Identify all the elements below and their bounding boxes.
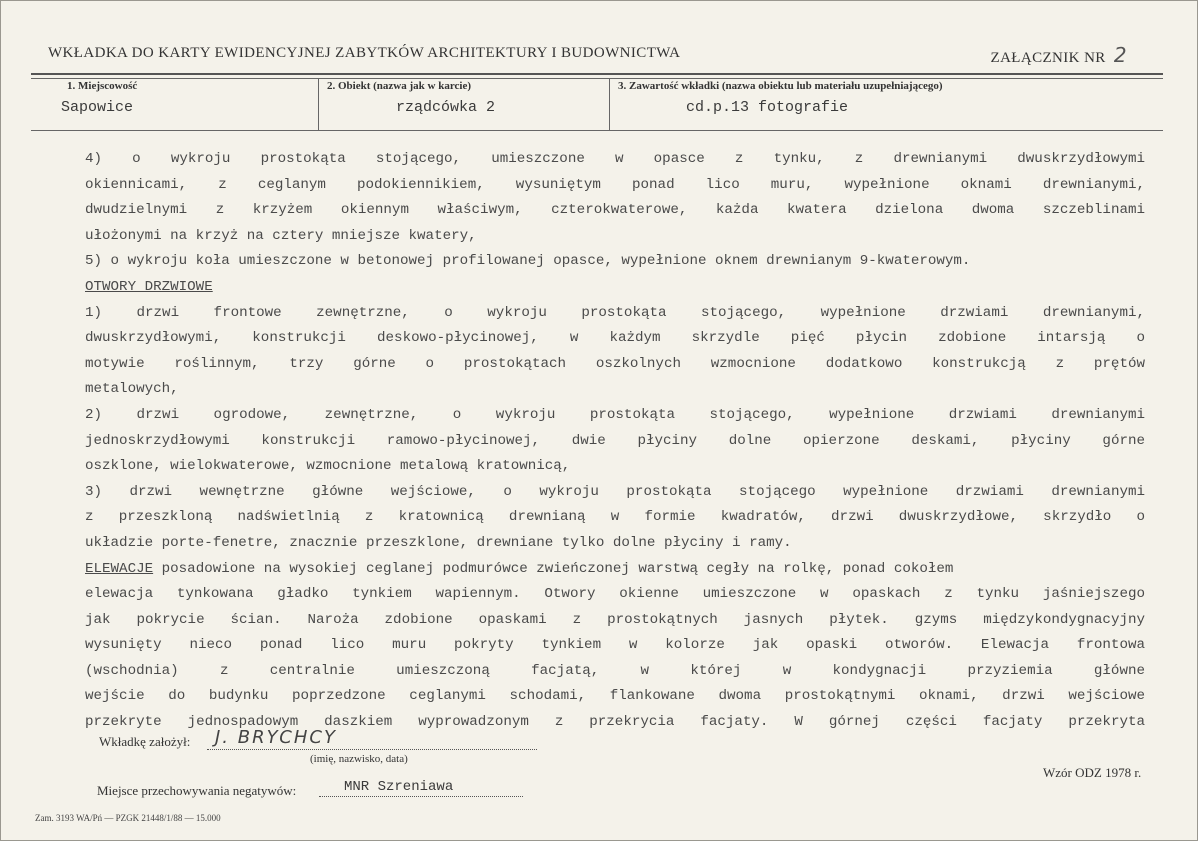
annex-number: 2 xyxy=(1113,43,1127,67)
text-line: oszklone, wielokwaterowe, wzmocnione metalową kratownicą, xyxy=(85,458,571,475)
author-hint: (imię, nazwisko, data) xyxy=(310,753,408,765)
text-line: dwudzielnymi z krzyżem okiennym właściwym, czterokwaterowe, każda kwatera dzielona dwoma szczeblinami xyxy=(85,202,1145,219)
place-value: Sapowice xyxy=(61,99,134,116)
text-line: jak pokrycie ścian. Naroża zdobione opaskami z prostokątnych jasnych płytek. gzyms międzykondygnacyjny xyxy=(85,611,1145,628)
section-heading-elevations: ELEWACJE xyxy=(85,560,154,577)
text-line: (wschodnia) z centralnie umieszczoną facjatą, w której w kondygnacji przyziemia główne xyxy=(85,662,1145,679)
negatives-value: MNR Szreniawa xyxy=(344,779,454,795)
form-model: Wzór ODZ 1978 r. xyxy=(1043,765,1142,780)
text-line: z przeszkloną nadświetlnią z kratownicą drewnianą w formie kwadratów, drzwi dwuskrzydłowe, skrzydło o xyxy=(85,509,1145,526)
annex-label-text: ZAŁĄCZNIK NR xyxy=(990,50,1106,66)
field-divider xyxy=(609,78,610,130)
text-line: okiennicami, z ceglanym podokiennikiem, wysuniętym ponad lico muru, wypełnione oknami drewnianymi, xyxy=(85,176,1145,193)
author-line xyxy=(207,749,537,750)
author-label: Wkładkę założył: xyxy=(99,734,191,749)
section-heading-doors: OTWORY DRZWIOWE xyxy=(85,278,213,295)
text-line: 2) drzwi ogrodowe, zewnętrzne, o wykroju prostokąta stojącego, wypełnione drzwiami drewnianymi xyxy=(85,406,1145,423)
text-line: przekryte jednospadowym daszkiem wyprowadzonym z przekrycia facjaty. W górnej części facjaty przekryta xyxy=(85,714,1145,731)
text-line: dwuskrzydłowymi, konstrukcji deskowo-płycinowej, w każdym skrzydle pięć płycin zdobione intarsją o xyxy=(85,330,1145,347)
negatives-line xyxy=(319,796,523,797)
annex-label xyxy=(991,43,1128,67)
contents-value: cd.p.13 fotografie xyxy=(686,99,849,116)
text-line: jednoskrzydłowymi konstrukcji ramowo-płycinowej, dwie płyciny dolne opierzone deskami, płyciny górne xyxy=(85,432,1145,449)
header-rule xyxy=(31,73,1163,75)
text-line: elewacja tynkowana gładko tynkiem wapiennym. Otwory okienne umieszczone w opaskach z tynku jaśniejszego xyxy=(85,586,1145,603)
text-line: ułożonymi na krzyż na cztery mniejsze kwatery, xyxy=(85,227,477,244)
text-line: 4) o wykroju prostokąta stojącego, umieszczone w opasce z tynku, z drewnianymi dwuskrzydłowymi xyxy=(85,151,1145,167)
place-label: 1. Miejscowość xyxy=(67,80,138,92)
print-info: Zam. 3193 WA/Pń — PZGK 21448/1/88 — 15.000 xyxy=(35,813,221,823)
text-line: wejście do budynku poprzedzone ceglanymi schodami, flankowane dwoma prostokątnymi oknami, drzwi wejściowe xyxy=(85,688,1145,705)
text-line: 3) drzwi wewnętrzne główne wejściowe, o wykroju prostokąta stojącego wypełnione drzwiami drewnianymi xyxy=(85,483,1145,500)
text-line xyxy=(85,557,1145,583)
object-label: 2. Obiekt (nazwa jak w karcie) xyxy=(327,80,472,92)
field-divider xyxy=(318,78,319,130)
text-line: 1) drzwi frontowe zewnętrzne, o wykroju prostokąta stojącego, wypełnione drzwiami drewnianymi, xyxy=(85,304,1145,321)
text-line: układzie porte-fenetre, znacznie przeszklone, drewniane tylko dolne płyciny i ramy. xyxy=(85,534,792,551)
form-title: WKŁADKA DO KARTY EWIDENCYJNEJ ZABYTKÓW ARCHITEKTURY I BUDOWNICTWA xyxy=(48,45,681,61)
text-line: metalowych, xyxy=(85,381,179,398)
fields-top-rule xyxy=(31,78,1163,79)
text-line: motywie roślinnym, trzy górne o prostokątach oszkolnych wzmocnione dodatkowo konstrukcją z prętów xyxy=(85,355,1145,372)
negatives-label: Miejsce przechowywania negatywów: xyxy=(97,783,297,798)
text-line: wysunięty nieco ponad lico muru pokryty tynkiem w kolorze jak opaski otworów. Elewacja frontowa xyxy=(85,637,1145,654)
fields-bottom-rule xyxy=(31,130,1163,131)
text-line: 5) o wykroju koła umieszczone w betonowej profilowanej opasce, wypełnione oknem drewnianym 9-kwaterowym. xyxy=(85,253,971,270)
author-signature: J. BRYCHCY xyxy=(215,727,337,748)
contents-label: 3. Zawartość wkładki (nazwa obiektu lub materiału uzupełniającego) xyxy=(618,80,943,92)
text-line-continuation: posadowione na wysokiej ceglanej podmurówce zwieńczonej warstwą cegły na rolkę, ponad cokołem xyxy=(153,560,954,577)
object-value: rządcówka 2 xyxy=(396,99,496,116)
description-text xyxy=(85,147,1145,736)
